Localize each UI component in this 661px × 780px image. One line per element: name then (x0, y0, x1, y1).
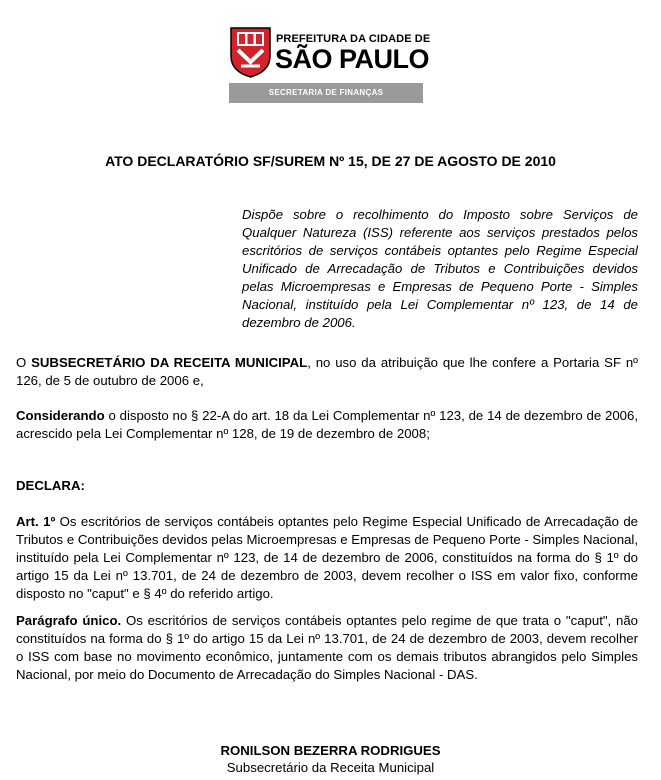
preamble-paragraph (16, 354, 638, 390)
preamble-lead: O (16, 355, 32, 370)
considerando-text: o disposto no § 22-A do art. 18 da Lei Complementar nº 123, de 14 de dezembro de 2006, acrescido pela Lei Complementar nº 128, de 19 de dezembro de 2008; (16, 408, 638, 441)
article-1-paragraph (16, 513, 638, 603)
article-1-label: Art. 1º (16, 514, 56, 529)
logo-secretaria-bar: SECRETARIA DE FINANÇAS (229, 83, 423, 103)
considerando-paragraph (16, 407, 638, 443)
ementa-summary: Dispõe sobre o recolhimento do Imposto sobre Serviços de Qualquer Natureza (ISS) referente aos serviços prestados pelos escritórios de serviços contábeis optantes pelo Regime Especial Unificado de Arrecadação de Tributos e Contribuições devidos pelas Microempresas e Empresas de Pequeno Porte - Simples Nacional, instituído pela Lei Complementar nº 123, de 14 de dezembro de 2006. (242, 207, 638, 330)
city-crest-icon (229, 26, 272, 78)
signatory-role: Subsecretário da Receita Municipal (226, 760, 435, 775)
paragrafo-unico-paragraph (16, 612, 638, 684)
logo-line-prefeitura: PREFEITURA DA CIDADE DE (276, 33, 431, 45)
paragrafo-unico-label: Parágrafo único. (16, 613, 122, 628)
considerando-label: Considerando (16, 408, 105, 423)
document-title: ATO DECLARATÓRIO SF/SUREM Nº 15, DE 27 DE AGOSTO DE 2010 (105, 153, 556, 169)
article-1-text: Os escritórios de serviços contábeis optantes pelo Regime Especial Unificado de Arrecadação de Tributos e Contribuições devidos pelas Microempresas e Empresas de Pequeno Porte - Simples Nacional, instituído pela Lei Complementar nº 123, de 14 de dezembro de 2006, constituídos na forma do § 1º do artigo 15 da Lei nº 13.701, de 24 de dezembro de 2003, devem recolher o ISS em valor fixo, conforme disposto no "caput" e § 4º do referido artigo. (16, 514, 638, 601)
signatory-name: RONILSON BEZERRA RODRIGUES (220, 743, 441, 758)
preamble-rest: , no uso da atribuição que lhe confere a Portaria SF nº 126, de 5 de outubro de 2006 e, (16, 355, 638, 388)
declara-heading: DECLARA: (16, 478, 85, 493)
logo-line-sao-paulo: SÃO PAULO (275, 44, 430, 74)
paragrafo-unico-text: Os escritórios de serviços contábeis optantes pelo regime de que trata o "caput", não constituídos na forma do § 1º do artigo 15 da Lei nº 13.701, de 24 de dezembro de 2003, devem recolher o ISS com base no movimento econômico, juntamente com os demais tributos abrangidos pelo Simples Nacional, por meio do Documento de Arrecadação do Simples Nacional - DAS. (16, 613, 638, 682)
prefeitura-logo (229, 26, 431, 110)
preamble-authority: SUBSECRETÁRIO DA RECEITA MUNICIPAL (31, 355, 308, 370)
